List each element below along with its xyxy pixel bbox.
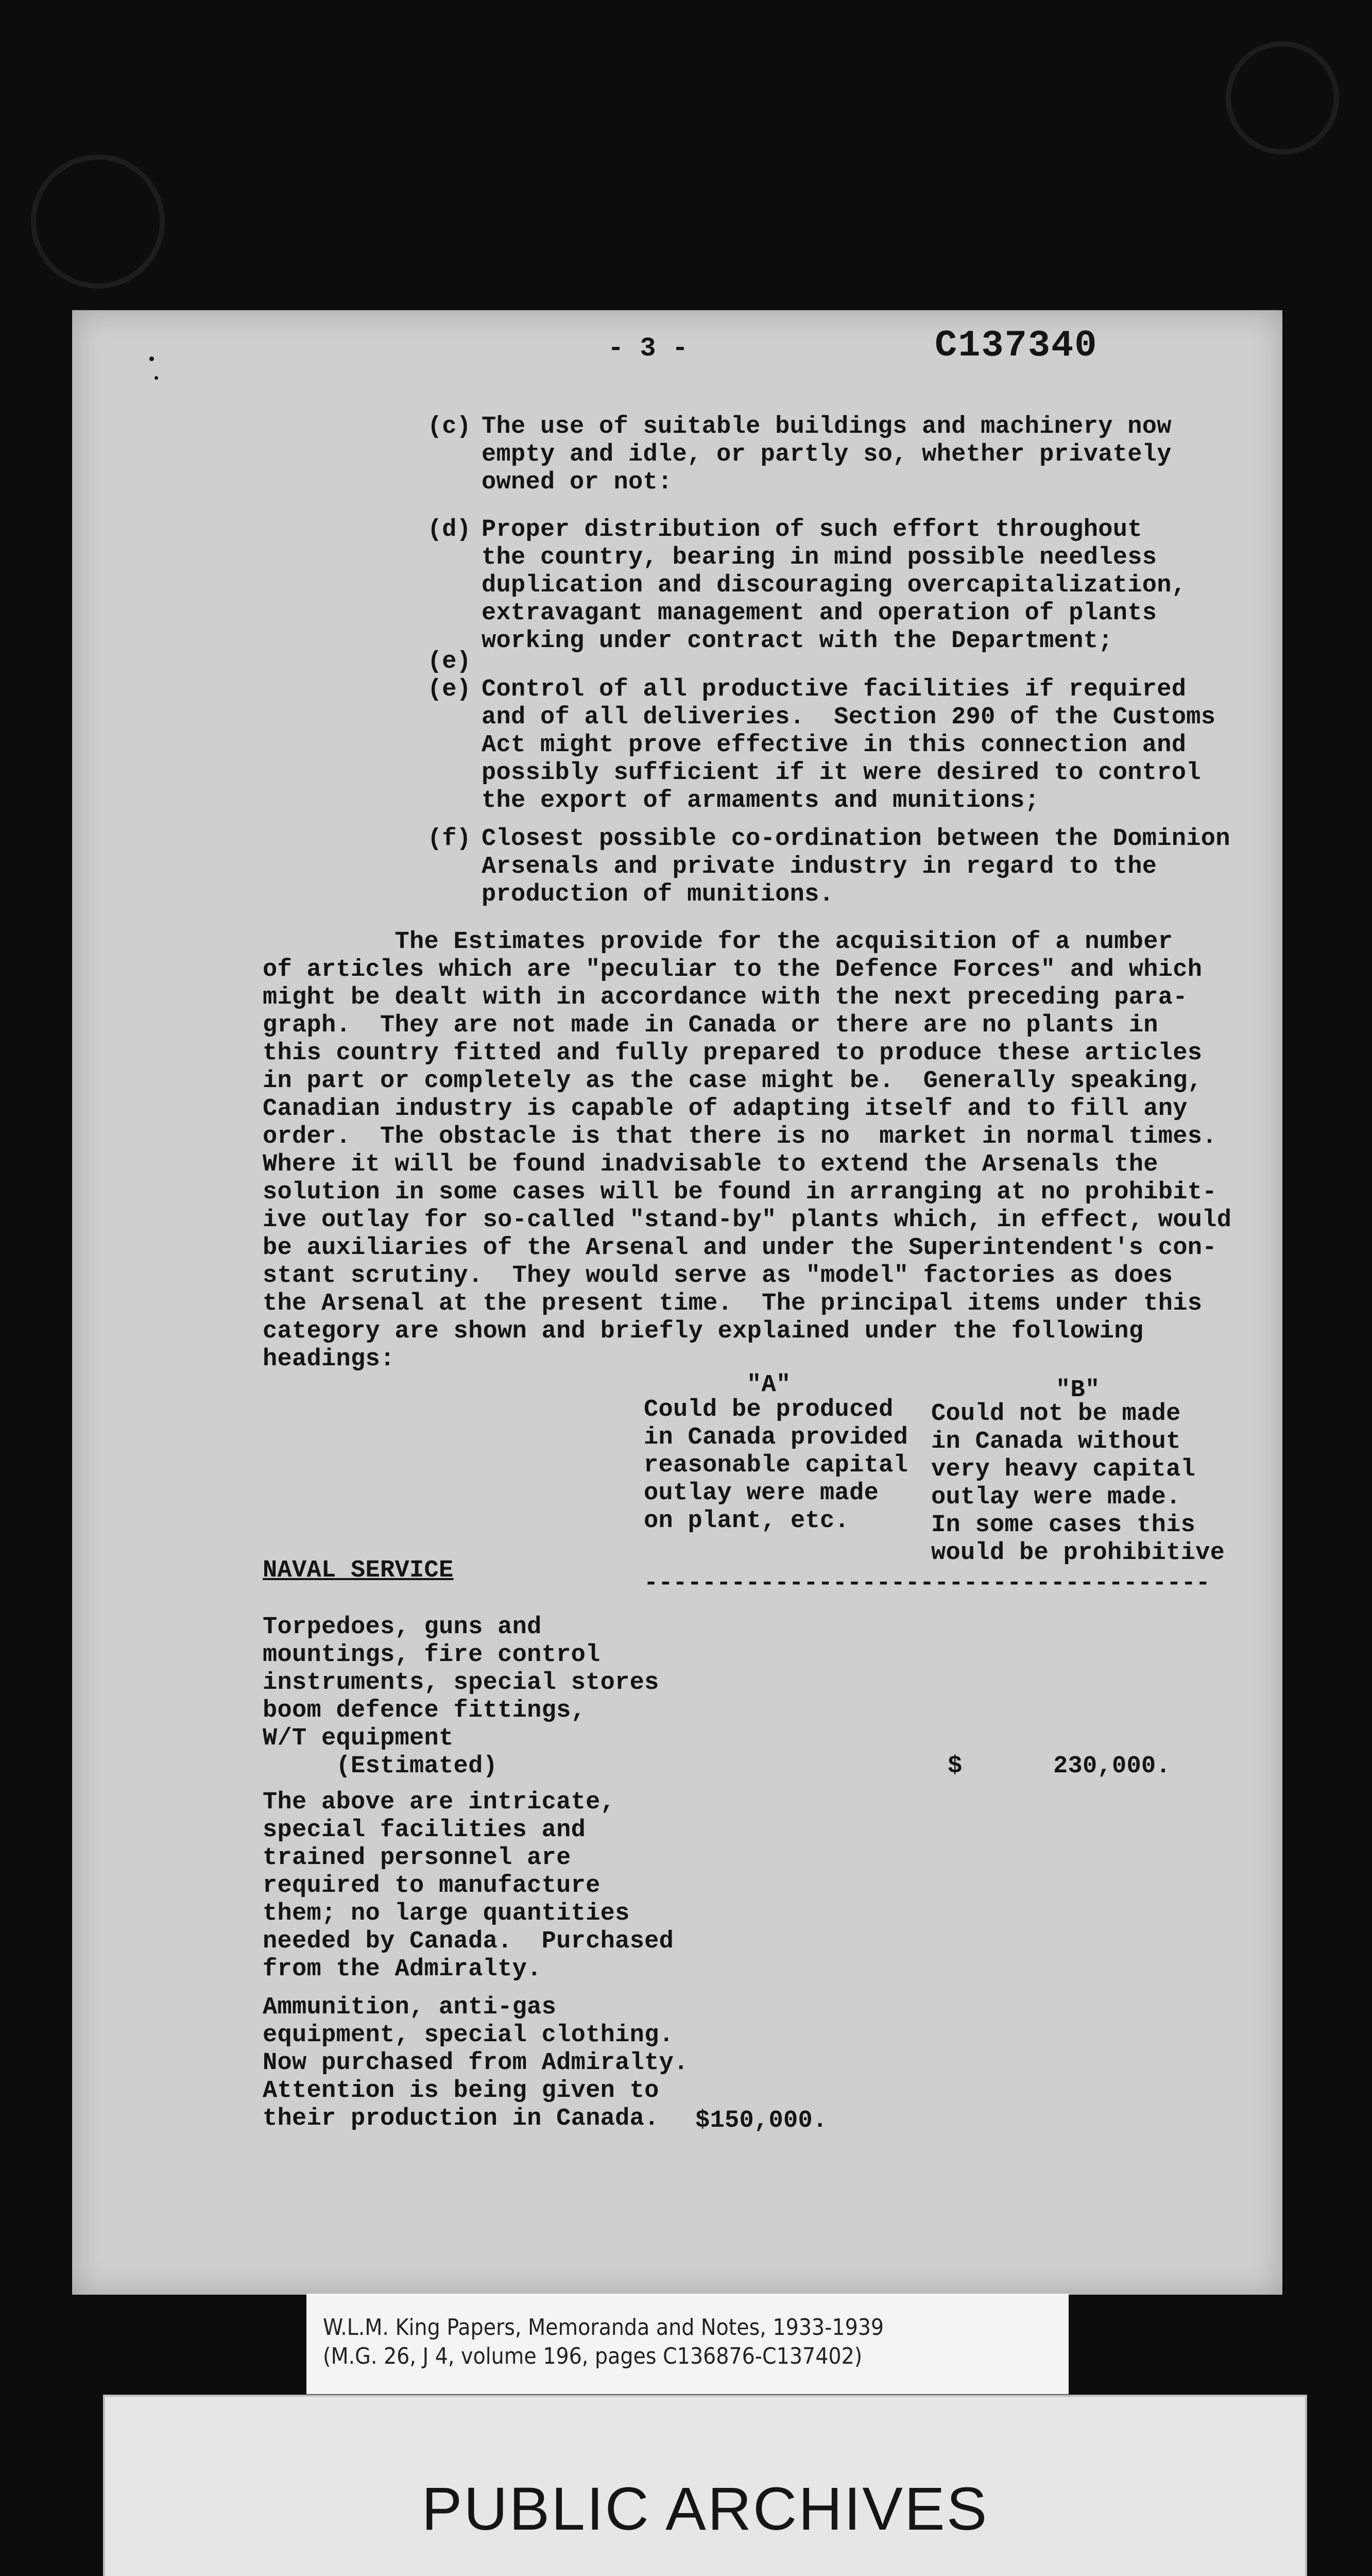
item-e-line: possibly sufficient if it were desired to control (482, 759, 1201, 787)
stamp-line-public-archives: PUBLIC ARCHIVES (421, 2475, 989, 2543)
paragraph-line: category are shown and briefly explained under the following (263, 1318, 1144, 1345)
paragraph-line: headings: (263, 1346, 395, 1373)
item-e-label: (e) (e) (427, 648, 471, 703)
paragraph-line: stant scrutiny. They would serve as "model" factories as does (263, 1262, 1173, 1290)
column-a-line: outlay were made (644, 1480, 879, 1507)
entry-line: (Estimated) (263, 1753, 498, 1780)
paragraph-line: graph. They are not made in Canada or there are no plants in (263, 1012, 1158, 1039)
item-d-line: the country, bearing in mind possible needless (482, 544, 1157, 571)
paragraph-line: The Estimates provide for the acquisition of a number (263, 928, 1173, 956)
column-a-line: reasonable capital (644, 1452, 908, 1479)
section-heading: NAVAL SERVICE (263, 1557, 454, 1584)
column-b-line: in Canada without (931, 1428, 1181, 1455)
caption-line: (M.G. 26, J 4, volume 196, pages C136876-C137402) (323, 2343, 863, 2369)
column-b-line: Could not be made (931, 1400, 1181, 1428)
entry-line: instruments, special stores (263, 1669, 659, 1697)
paragraph-line: Canadian industry is capable of adapting itself and to fill any (263, 1095, 1188, 1123)
entry-line: Now purchased from Admiralty. (263, 2049, 689, 2077)
entry-line: Torpedoes, guns and (263, 1614, 542, 1641)
column-a-line: in Canada provided (644, 1424, 908, 1451)
item-d-line: working under contract with the Department; (482, 628, 1113, 655)
paragraph-line: solution in some cases will be found in arranging at no prohibit- (263, 1179, 1217, 1206)
dashed-divider: --------------------------------------- (644, 1570, 1210, 1597)
column-b-line: would be prohibitive (931, 1539, 1225, 1567)
paragraph-line: might be dealt with in accordance with the next preceding para- (263, 984, 1188, 1011)
document-page (72, 310, 1282, 2295)
archives-stamp (103, 2395, 1307, 2576)
ink-speck (155, 376, 158, 380)
item-c-line: The use of suitable buildings and machinery now (482, 413, 1172, 440)
paragraph-line: be auxiliaries of the Arsenal and under the Superintendent's con- (263, 1234, 1217, 1262)
paragraph-line: Where it will be found inadvisable to extend the Arsenals the (263, 1151, 1158, 1178)
paragraph-line: of articles which are "peculiar to the Defence Forces" and which (263, 956, 1203, 984)
entry-line: mountings, fire control (263, 1641, 601, 1669)
caption-line: W.L.M. King Papers, Memoranda and Notes, 1933-1939 (323, 2314, 884, 2341)
column-a-heading: "A" (747, 1371, 791, 1399)
item-d-line: duplication and discouraging overcapitalization, (482, 572, 1187, 599)
film-blemish (1226, 41, 1339, 155)
item-e-line: and of all deliveries. Section 290 of the Customs (482, 704, 1216, 731)
note-line: trained personnel are (263, 1844, 571, 1872)
column-b-heading: "B" (1056, 1377, 1100, 1404)
item-d-line: Proper distribution of such effort throughout (482, 516, 1142, 544)
item-f-label: (f) (427, 825, 471, 853)
entry-line: their production in Canada. (263, 2105, 659, 2132)
item-f-line: Closest possible co-ordination between the Dominion (482, 825, 1230, 853)
currency-sign: $ (948, 1753, 963, 1780)
note-line: from the Admiralty. (263, 1956, 542, 1983)
item-e-line: Act might prove effective in this connection and (482, 732, 1187, 759)
column-b-line: very heavy capital (931, 1456, 1196, 1483)
item-d-label: (d) (427, 516, 471, 544)
paragraph-line: order. The obstacle is that there is no market in normal times. (263, 1123, 1217, 1150)
note-line: them; no large quantities (263, 1900, 630, 1927)
paragraph-line: the Arsenal at the present time. The principal items under this (263, 1290, 1203, 1317)
item-f-line: Arsenals and private industry in regard to the (482, 853, 1157, 880)
note-line: The above are intricate, (263, 1789, 615, 1816)
entry-amount: 230,000. (1053, 1753, 1171, 1780)
entry-line: Ammunition, anti-gas (263, 1994, 557, 2021)
entry-line: W/T equipment (263, 1725, 454, 1752)
page-number: - 3 - (608, 333, 689, 364)
ink-speck (149, 357, 154, 361)
item-e-line: the export of armaments and munitions; (482, 787, 1040, 815)
paragraph-line: in part or completely as the case might be. Generally speaking, (263, 1067, 1203, 1095)
column-a-line: on plant, etc. (644, 1507, 850, 1535)
entry-line: equipment, special clothing. (263, 2022, 674, 2049)
column-a-line: Could be produced (644, 1396, 894, 1423)
entry-amount: $150,000. (695, 2107, 828, 2134)
note-line: needed by Canada. Purchased (263, 1928, 674, 1955)
note-line: required to manufacture (263, 1872, 601, 1900)
item-e-line: Control of all productive facilities if required (482, 676, 1187, 703)
item-c-line: empty and idle, or partly so, whether privately (482, 441, 1172, 468)
reference-caption (306, 2294, 1069, 2394)
film-blemish (31, 155, 165, 289)
paragraph-line: ive outlay for so-called "stand-by" plants which, in effect, would (263, 1207, 1232, 1234)
document-id-stamp: C137340 (935, 325, 1098, 367)
item-c-label: (c) (427, 413, 471, 440)
item-f-line: production of munitions. (482, 881, 834, 908)
note-line: special facilities and (263, 1817, 586, 1844)
entry-line: boom defence fittings, (263, 1697, 586, 1724)
item-d-line: extravagant management and operation of plants (482, 600, 1157, 627)
column-b-line: outlay were made. (931, 1484, 1181, 1511)
item-c-line: owned or not: (482, 469, 673, 496)
column-b-line: In some cases this (931, 1512, 1196, 1539)
entry-line: Attention is being given to (263, 2077, 659, 2105)
paragraph-line: this country fitted and fully prepared to produce these articles (263, 1040, 1203, 1067)
